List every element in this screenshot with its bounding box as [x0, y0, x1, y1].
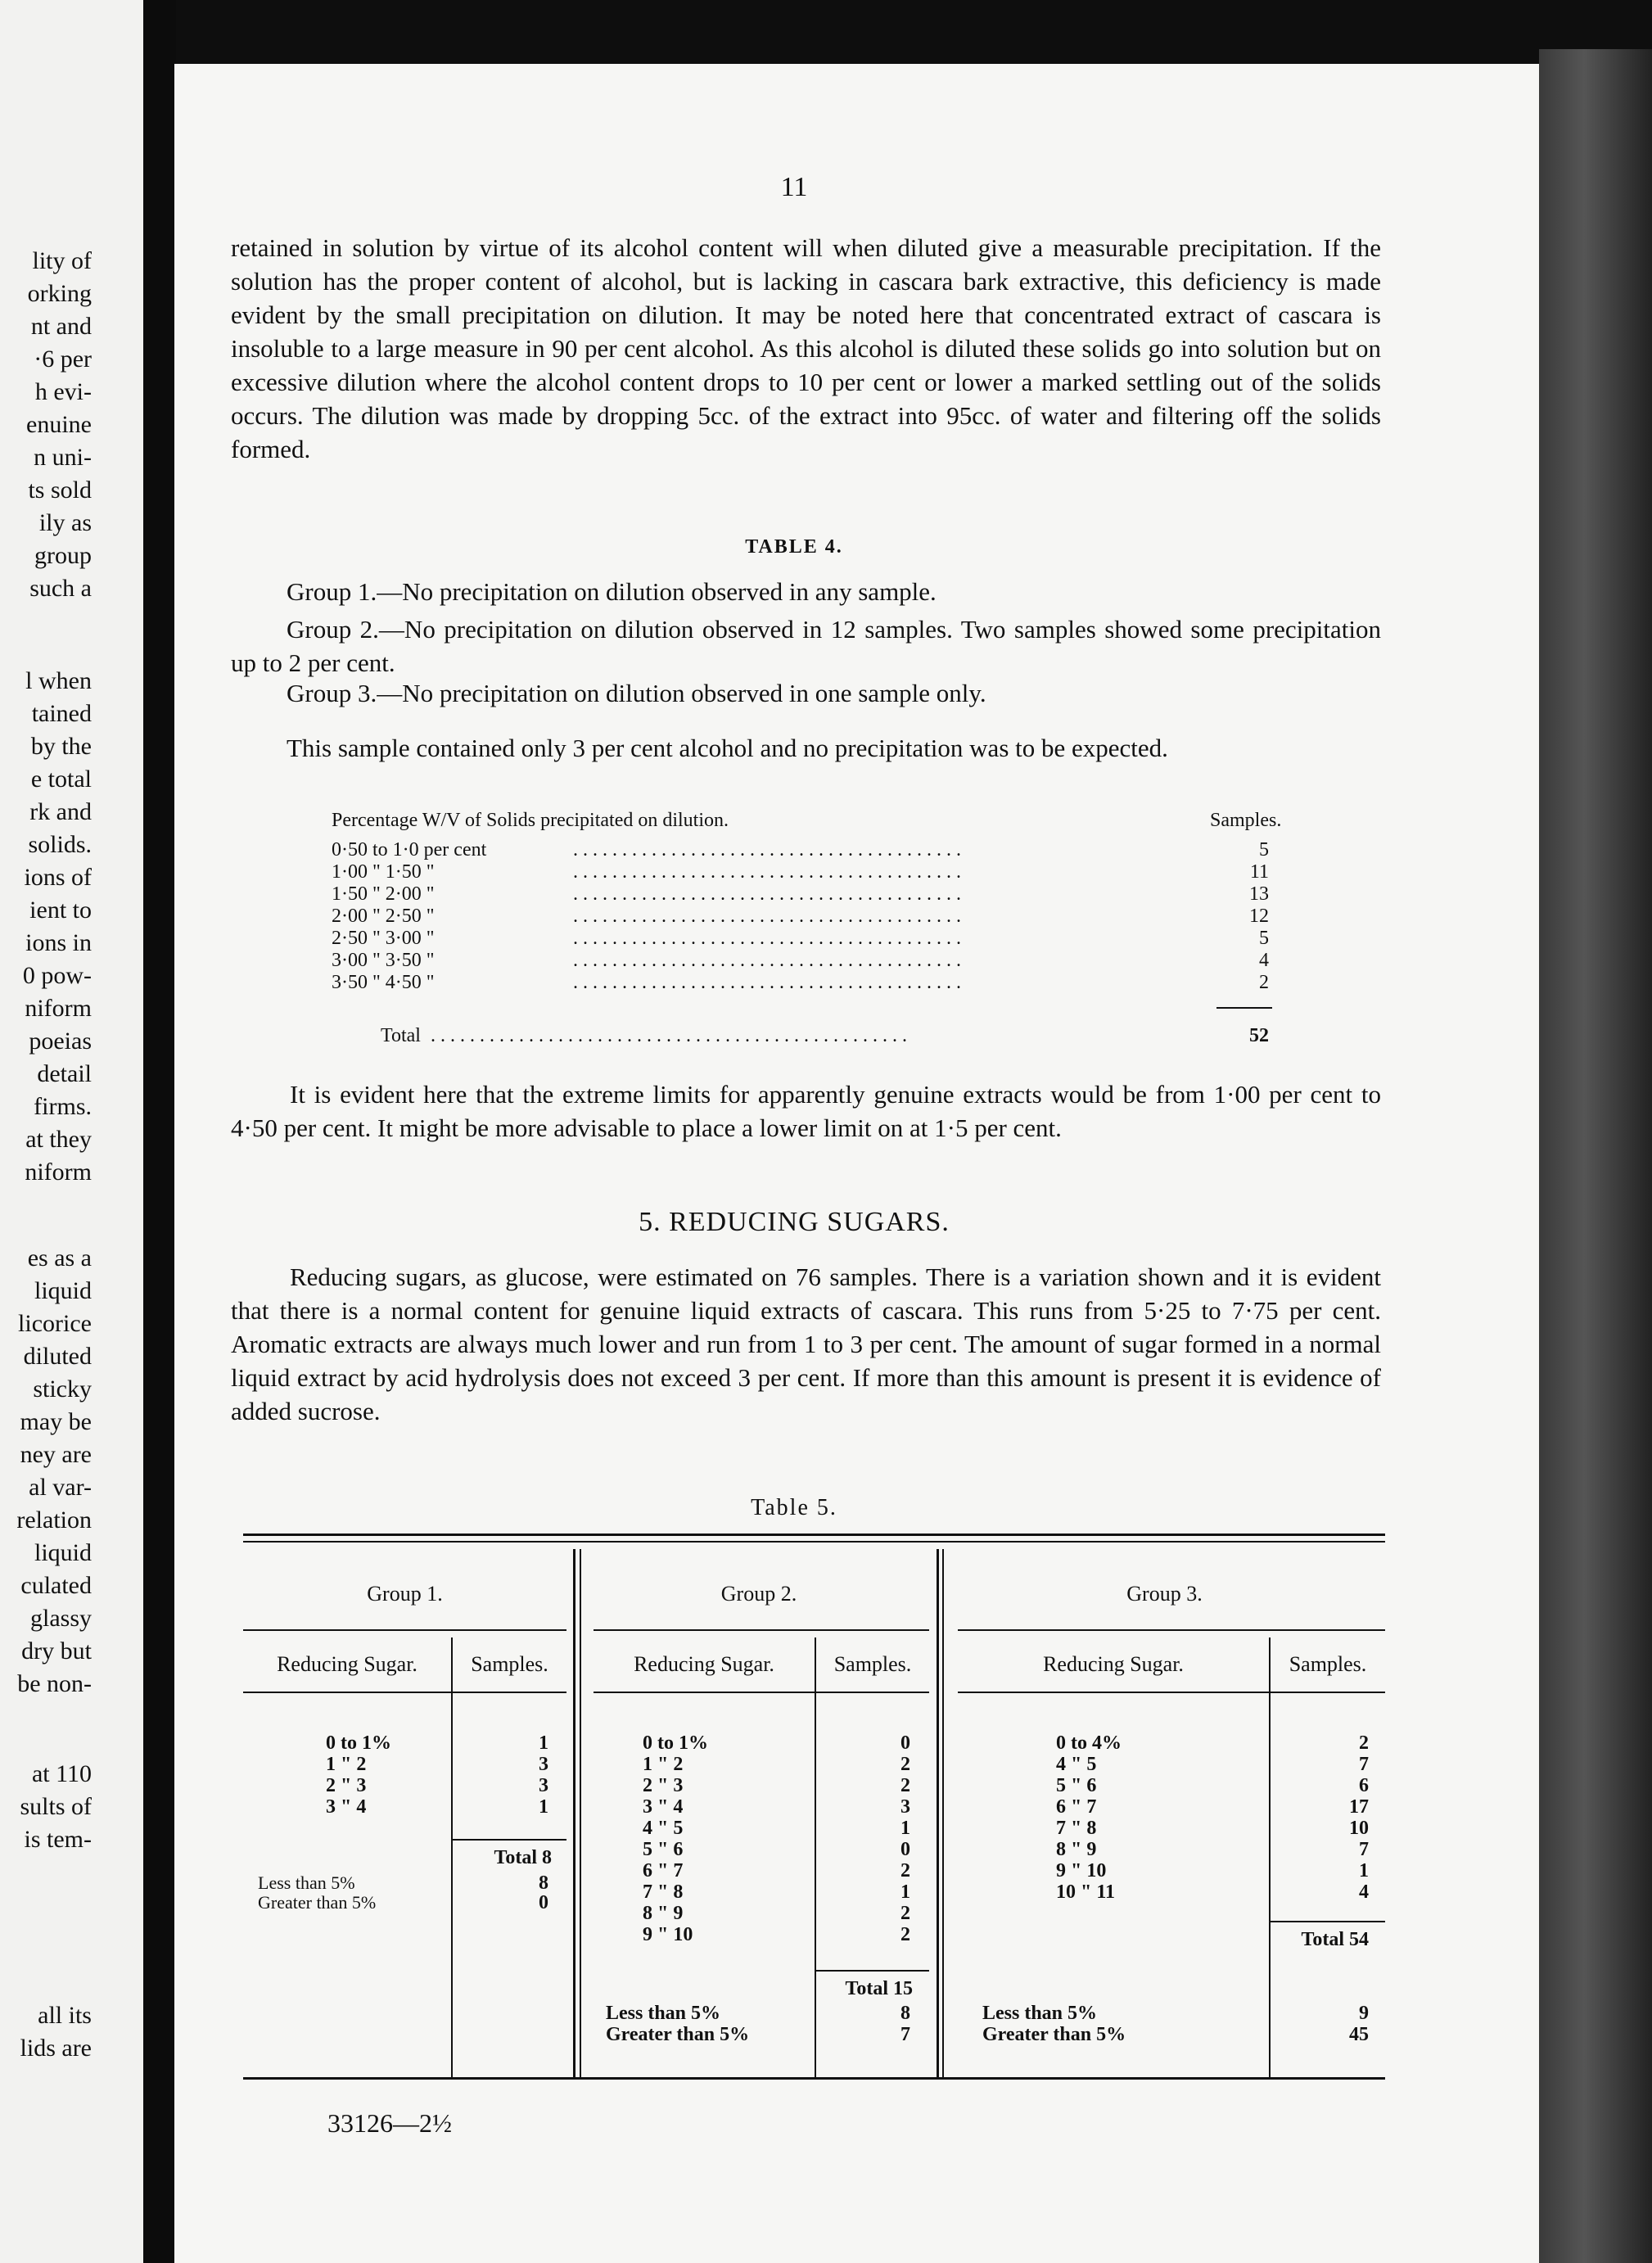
table5-group2-rule: [594, 1629, 929, 1631]
table5-g2-greater-label: Greater than 5%: [606, 2024, 750, 2045]
facing-page-line: al var-: [29, 1474, 92, 1501]
table4-row-leader: ........................................: [573, 950, 966, 971]
table4-row-leader: ........................................: [573, 861, 966, 883]
table4-row-samples: 2: [1259, 972, 1269, 993]
table4-row-range: 1·50 " 2·00 ": [332, 883, 435, 905]
table5-g1-samples: 1 3 3 1: [539, 1732, 548, 1818]
facing-page-line: ney are: [20, 1441, 92, 1468]
facing-page-line: sults of: [20, 1793, 92, 1820]
table4-col-samples: Samples.: [1210, 810, 1282, 831]
table4-row-range: 2·00 " 2·50 ": [332, 906, 435, 927]
facing-page-line: licorice: [18, 1310, 92, 1337]
table5-bottom-rule: [243, 2077, 1385, 2080]
facing-page-line: lity of: [32, 247, 92, 274]
table4-row-samples: 12: [1249, 906, 1269, 927]
table5-g3-col-rule: [1269, 1637, 1271, 2077]
facing-page-line: sticky: [33, 1375, 92, 1403]
facing-page-line: ts sold: [28, 477, 92, 504]
table5-group3-title: Group 3.: [1126, 1582, 1203, 1606]
scan-top-border: [0, 0, 1652, 64]
intro-paragraph: retained in solution by virtue of its alcohol content will when diluted give a measurable precipitation. If the solution has the proper content of alcohol, but is lacking in cascara bark extractive, this deficiency is made evident by the small precipitation on dilution. It may be noted here that concentrated extract of cascara is insoluble to a large measure in 90 per cent alcohol. As this alcohol is diluted these solids go into solution but on excessive dilution where the alcohol content drops to 10 per cent or lower a marked settling out of the solids occurs. The dilution was made by dropping 5cc. of the extract into 95cc. of water and filtering off the solids formed.: [231, 233, 1381, 463]
table5-divider-2b: [942, 1549, 944, 2077]
table5-g3-less-label: Less than 5%: [982, 2003, 1098, 2024]
table4-row-leader: ........................................: [573, 839, 966, 860]
table5-g2-col-rule: [815, 1637, 816, 2077]
table5-g1-col-samples: Samples.: [471, 1652, 548, 1676]
table5-g1-less-value: 8: [539, 1872, 548, 1894]
page-number: 11: [780, 172, 808, 202]
facing-page-line: diluted: [23, 1343, 92, 1370]
facing-page-line: dry but: [21, 1637, 92, 1665]
table5-group2-title: Group 2.: [720, 1582, 797, 1606]
table5-g3-greater-value: 45: [1349, 2024, 1369, 2045]
facing-page-line: ient to: [29, 897, 92, 924]
facing-page-line: nt and: [30, 313, 92, 340]
table5-caption: Table 5.: [751, 1495, 837, 1520]
facing-page-line: ions of: [24, 864, 92, 891]
table5-g2-header-rule: [594, 1692, 929, 1693]
table4-total-label: [381, 1025, 912, 1047]
facing-page-line: be non-: [17, 1670, 92, 1697]
table5-g3-total-rule: [1271, 1921, 1385, 1922]
table4-total-text: Total: [381, 1025, 421, 1046]
facing-page-line: relation: [16, 1506, 92, 1534]
facing-page-line: lids are: [20, 2035, 92, 2062]
facing-page-line: ·6 per: [34, 346, 92, 373]
table5-g2-less-value: 8: [900, 2003, 910, 2024]
facing-page-line: firms.: [34, 1093, 92, 1120]
table5-top-rule: [243, 1534, 1385, 1536]
table5-divider-2a: [937, 1549, 939, 2077]
facing-page-line: ions in: [25, 929, 92, 956]
table4-row-range: 0·50 to 1·0 per cent: [332, 839, 487, 860]
facing-page-line: glassy: [30, 1605, 92, 1632]
facing-page-line: tained: [31, 700, 92, 727]
table4-row-range: 3·00 " 3·50 ": [332, 950, 435, 971]
table5-g3-greater-label: Greater than 5%: [982, 2024, 1126, 2045]
footer-signature: 33126—2½: [327, 2108, 452, 2138]
table5-g2-total-rule: [816, 1970, 929, 1972]
table4-row-leader: ........................................: [573, 928, 966, 949]
table4-row-range: 3·50 " 4·50 ": [332, 972, 435, 993]
facing-page-line: may be: [20, 1408, 92, 1435]
table5-g2-col-sugar: Reducing Sugar.: [634, 1652, 774, 1676]
table4-row-leader: ........................................: [573, 906, 966, 927]
sugars-paragraph: Reducing sugars, as glucose, were estimated on 76 samples. There is a variation shown and it is evident that there is a normal content for genuine liquid extracts of cascara. This runs from 5·25 to 7·75 per cent. Aromatic extracts are always much lower and run from 1 to 3 per cent. The amount of sugar formed in a normal liquid extract by acid hydrolysis does not exceed 3 per cent. If more than this amount is present it is evidence of added sucrose.: [231, 1262, 1381, 1425]
table5-g2-col-samples: Samples.: [833, 1652, 912, 1676]
facing-page-line: such a: [29, 575, 92, 602]
table5-g2-greater-value: 7: [900, 2024, 910, 2045]
table5-g1-less-label: Less than 5%: [258, 1872, 355, 1893]
table4-row-samples: 5: [1259, 928, 1269, 949]
facing-page-line: rk and: [29, 798, 92, 825]
table4-heading: TABLE 4.: [745, 536, 843, 558]
table5-g3-less-value: 9: [1359, 2003, 1369, 2024]
book-spine: [143, 0, 176, 2263]
page-edge: [1539, 49, 1652, 2263]
facing-page-line: n uni-: [34, 444, 92, 471]
facing-page-line: detail: [37, 1060, 92, 1087]
table5-g1-total-rule: [453, 1839, 566, 1841]
facing-page-line: poeias: [29, 1028, 92, 1055]
table5-group3-rule: [958, 1629, 1385, 1631]
limits-paragraph: It is evident here that the extreme limits for apparently genuine extracts would be from 1·00 per cent to 4·50 per cent. It might be more advisable to place a lower limit on at 1·5 per cent.: [231, 1080, 1381, 1142]
facing-page-line: es as a: [27, 1244, 92, 1272]
table4-note: This sample contained only 3 per cent alcohol and no precipitation was to be expected.: [287, 734, 1168, 762]
table4-group2: Group 2.—No precipitation on dilution observed in 12 samples. Two samples showed some precipitation up to 2 per cent.: [231, 615, 1381, 677]
facing-page-line: h evi-: [34, 378, 92, 405]
table5-group1-rule: [243, 1629, 566, 1631]
facing-page-line: ily as: [38, 509, 92, 536]
table5-g3-samples: 2 7 6 17 10 7 1 4: [1349, 1732, 1369, 1903]
facing-page-line: e total: [30, 766, 92, 793]
table4-total-value: 52: [1249, 1025, 1269, 1046]
table5-g1-total: Total 8: [494, 1847, 552, 1868]
facing-page-line: 0 pow-: [22, 962, 92, 989]
table5-g1-greater-value: 0: [539, 1892, 548, 1913]
table5-divider-1b: [580, 1549, 581, 2077]
table4-total-rule: [1216, 1007, 1272, 1009]
table4-row-samples: 5: [1259, 839, 1269, 860]
table5-g3-header-rule: [958, 1692, 1385, 1693]
facing-page-line: group: [34, 542, 92, 569]
table4-row-samples: 11: [1249, 861, 1269, 883]
table4-row-range: 1·00 " 1·50 ": [332, 861, 435, 883]
facing-page-line: liquid: [34, 1539, 92, 1566]
table5-g2-ranges: 0 to 1% 1 " 2 2 " 3 3 " 4 4 " 5 5 " 6 6 " 7 7 " 8 8 " 9 9 " 10: [643, 1732, 708, 1945]
table4-col-header: Percentage W/V of Solids precipitated on dilution.: [332, 810, 729, 831]
facing-page-line: is tem-: [24, 1826, 92, 1853]
table5-g3-col-sugar: Reducing Sugar.: [1043, 1652, 1184, 1676]
table4-row-samples: 4: [1259, 950, 1269, 971]
table5-divider-1a: [573, 1549, 575, 2077]
facing-page-line: at 110: [31, 1760, 92, 1787]
facing-page-line: niform: [25, 1159, 92, 1186]
facing-page-line: orking: [27, 280, 92, 307]
facing-page-line: by the: [30, 733, 92, 760]
table5-g1-header-rule: [243, 1692, 566, 1693]
table5-g2-less-label: Less than 5%: [606, 2003, 721, 2024]
facing-page-line: enuine: [26, 411, 92, 438]
table4-row-range: 2·50 " 3·00 ": [332, 928, 435, 949]
table5-top-rule-2: [243, 1541, 1385, 1543]
table4-group3: Group 3.—No precipitation on dilution observed in one sample only.: [287, 679, 986, 707]
table4-group1: Group 1.—No precipitation on dilution observed in any sample.: [287, 577, 937, 606]
table5-g2-total: Total 15: [845, 1978, 913, 1999]
facing-page-line: niform: [25, 995, 92, 1022]
facing-page-line: liquid: [34, 1277, 92, 1304]
table5-g1-ranges: 0 to 1% 1 " 2 2 " 3 3 " 4: [326, 1732, 391, 1818]
facing-page-line: solids.: [28, 831, 92, 858]
facing-page-line: at they: [25, 1126, 92, 1153]
table4-row-leader: ........................................: [573, 883, 966, 905]
table4-total-leader: .................................................: [420, 1025, 912, 1046]
table5-g3-col-samples: Samples.: [1289, 1652, 1367, 1676]
table5-group1-title: Group 1.: [367, 1582, 443, 1606]
facing-page-line: l when: [25, 667, 92, 694]
table5-g1-col-sugar: Reducing Sugar.: [277, 1652, 418, 1676]
table5-g1-greater-label: Greater than 5%: [258, 1892, 377, 1913]
table5-g3-total: Total 54: [1301, 1929, 1369, 1950]
facing-page-line: all its: [38, 2002, 92, 2029]
table5-g3-ranges: 0 to 4% 4 " 5 5 " 6 6 " 7 7 " 8 8 " 9 9 " 10 10 " 11: [1056, 1732, 1122, 1903]
table4-row-leader: ........................................: [573, 972, 966, 993]
facing-page-line: culated: [20, 1572, 92, 1599]
table4-row-samples: 13: [1249, 883, 1269, 905]
section-heading: 5. REDUCING SUGARS.: [639, 1207, 950, 1237]
table5-g2-samples: 0 2 2 3 1 0 2 1 2 2: [900, 1732, 910, 1945]
